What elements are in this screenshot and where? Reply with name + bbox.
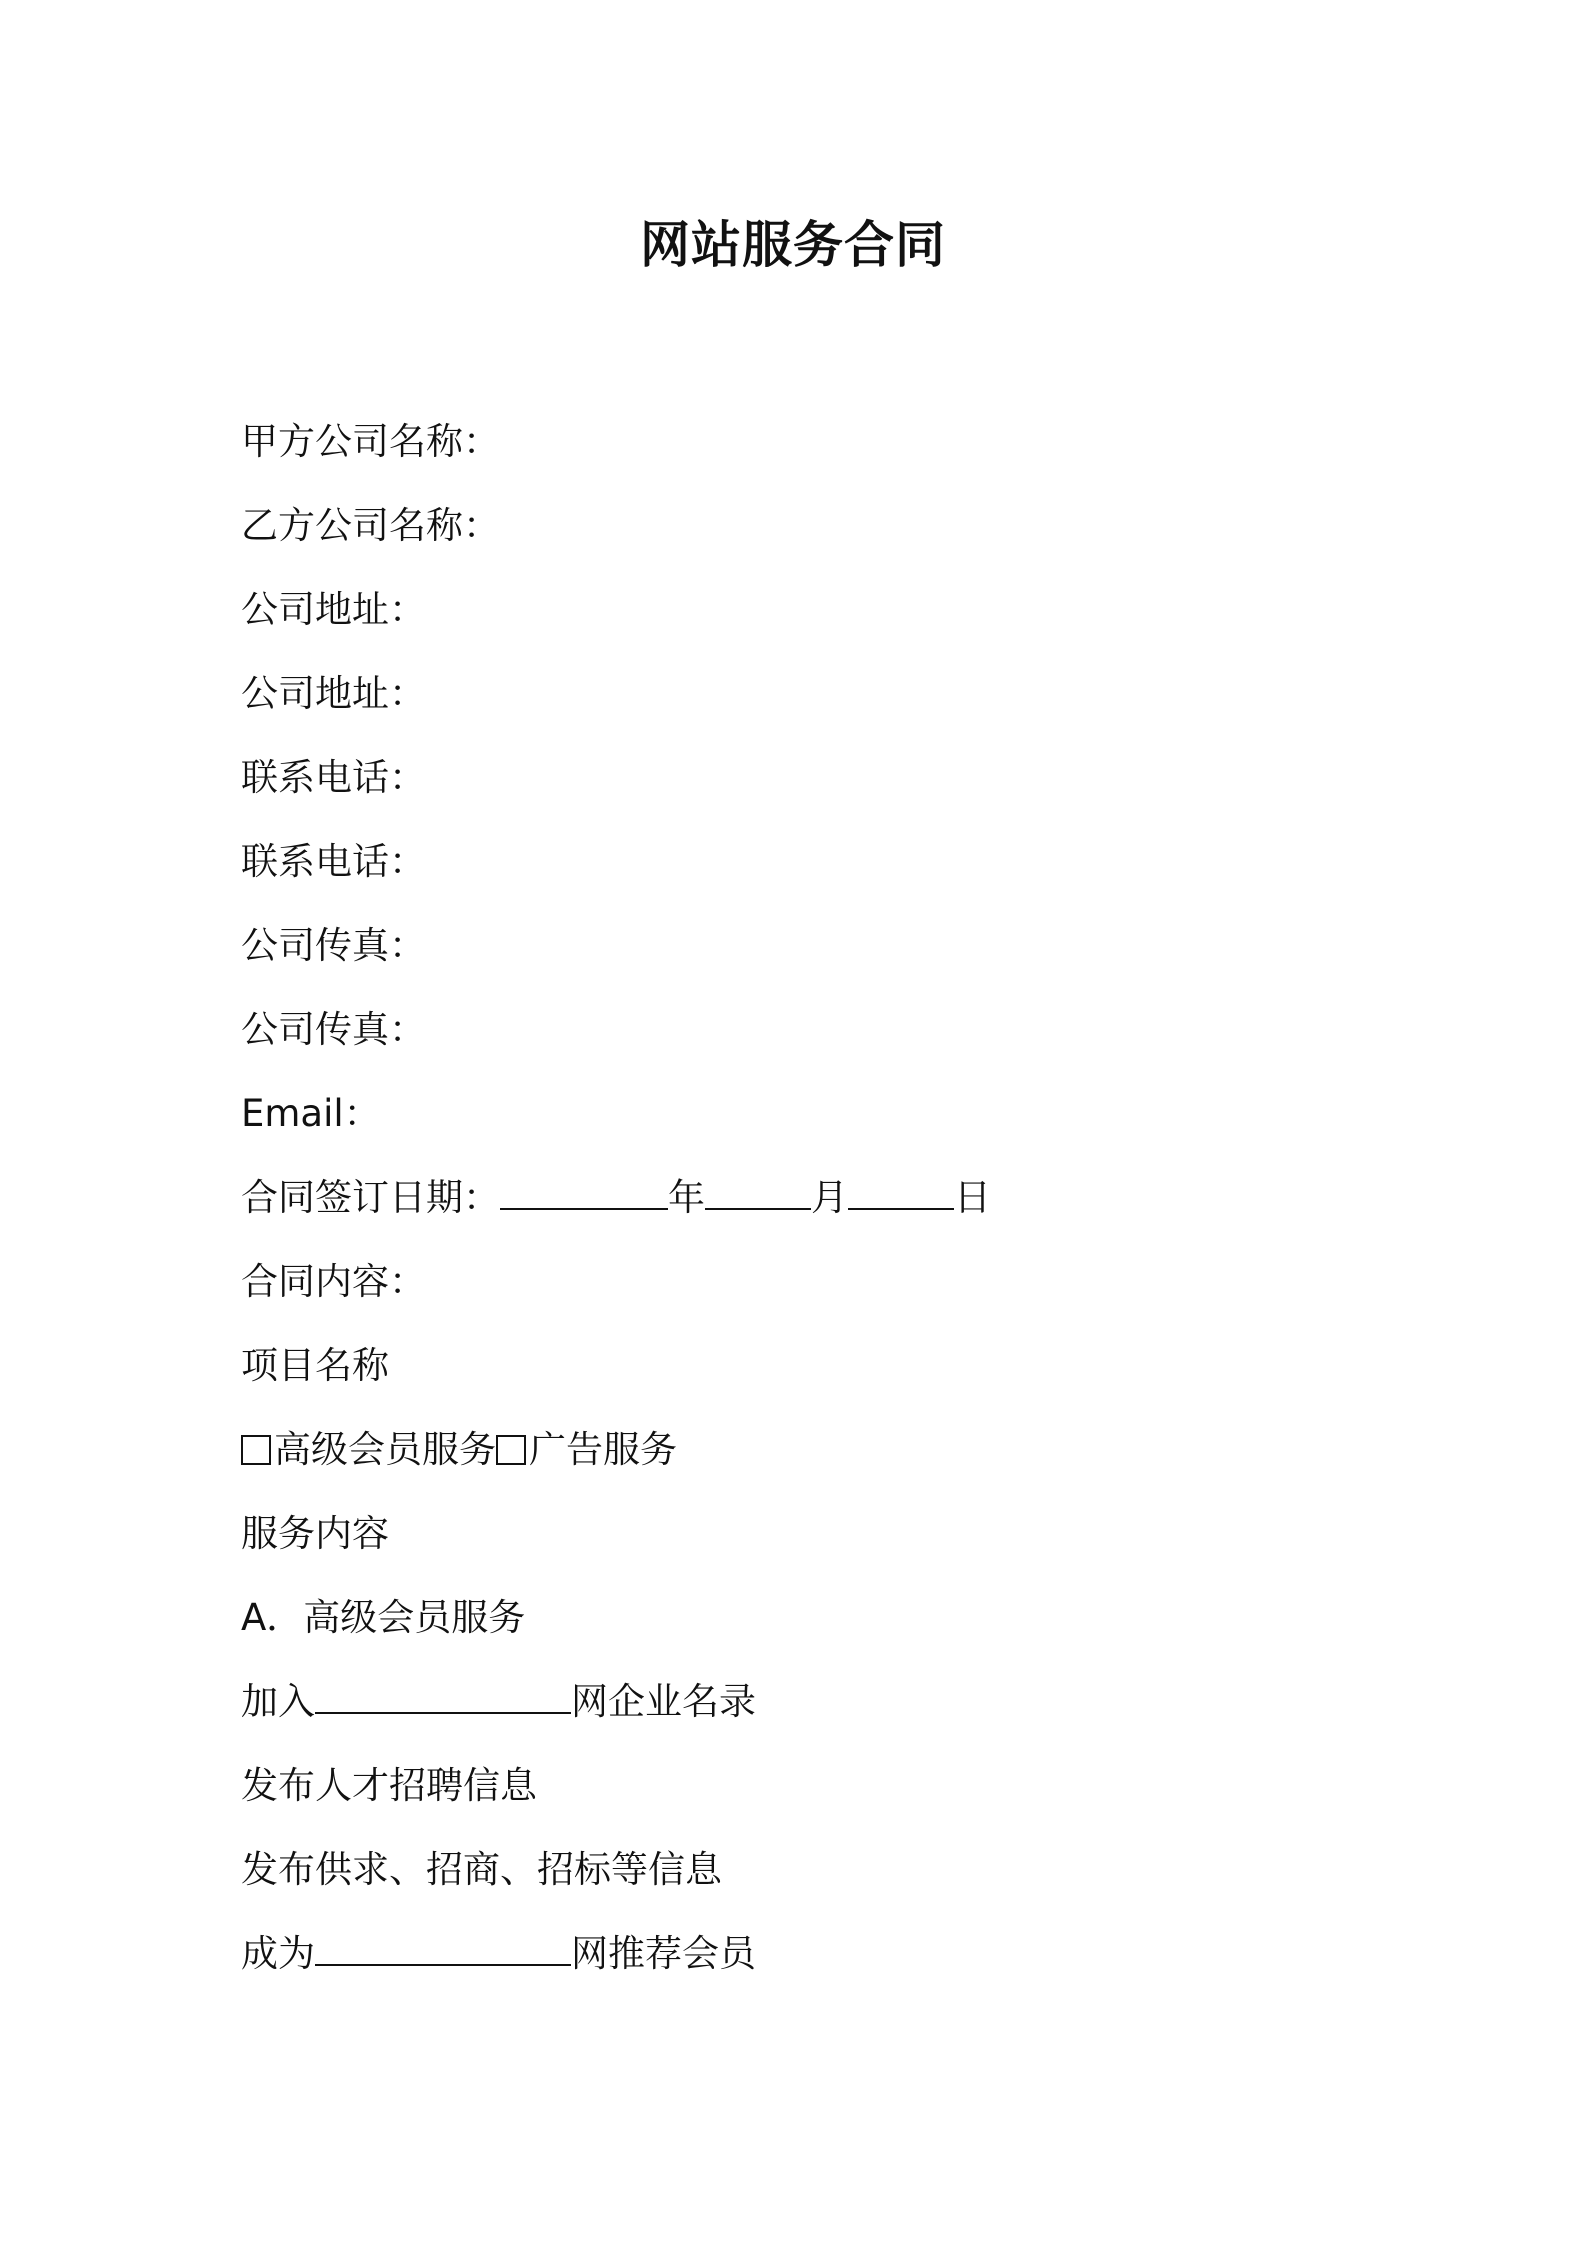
become-prefix: 成为	[241, 1932, 315, 1975]
party-a-name-line	[241, 400, 1391, 484]
service-content-label: 服务内容	[241, 1512, 389, 1555]
fax-b-label: 公司传真：	[241, 1008, 426, 1051]
premium-member-checkbox	[241, 1435, 271, 1465]
email-line	[241, 1072, 1391, 1156]
signing-date-label: 合同签订日期：	[241, 1176, 500, 1219]
become-suffix: 网推荐会员	[571, 1932, 756, 1975]
post-supply-text: 发布供求、招商、招标等信息	[241, 1848, 722, 1891]
contract-body	[241, 400, 1391, 1996]
party-b-name-line	[241, 484, 1391, 568]
project-name-line	[241, 1324, 1391, 1408]
fax-b-line	[241, 988, 1391, 1072]
post-jobs-text: 发布人才招聘信息	[241, 1764, 537, 1807]
month-label: 月	[811, 1176, 848, 1219]
month-blank	[705, 1162, 811, 1210]
contract-content-line	[241, 1240, 1391, 1324]
join-prefix: 加入	[241, 1680, 315, 1723]
year-label: 年	[668, 1176, 705, 1219]
address-b-line	[241, 652, 1391, 736]
signing-date-line	[241, 1156, 1391, 1240]
recommended-member-line	[241, 1912, 1391, 1996]
phone-b-line	[241, 820, 1391, 904]
phone-a-line	[241, 736, 1391, 820]
party-a-name-label: 甲方公司名称：	[241, 420, 500, 463]
service-content-line	[241, 1492, 1391, 1576]
join-suffix: 网企业名录	[571, 1680, 756, 1723]
become-site-blank	[315, 1918, 571, 1966]
phone-a-label: 联系电话：	[241, 756, 426, 799]
join-site-blank	[315, 1666, 571, 1714]
address-b-label: 公司地址：	[241, 672, 426, 715]
section-a-line	[241, 1576, 1391, 1660]
day-label: 日	[954, 1176, 991, 1219]
premium-member-option: 高级会员服务	[274, 1428, 496, 1471]
year-blank	[500, 1162, 668, 1210]
phone-b-label: 联系电话：	[241, 840, 426, 883]
address-a-label: 公司地址：	[241, 588, 426, 631]
advertising-checkbox	[496, 1435, 526, 1465]
post-jobs-line	[241, 1744, 1391, 1828]
fax-a-label: 公司传真：	[241, 924, 426, 967]
email-label: Email：	[241, 1092, 381, 1135]
join-directory-line	[241, 1660, 1391, 1744]
service-options-line	[241, 1408, 1391, 1492]
party-b-name-label: 乙方公司名称：	[241, 504, 500, 547]
section-a-heading: A．高级会员服务	[241, 1596, 526, 1639]
post-supply-line	[241, 1828, 1391, 1912]
project-name-label: 项目名称	[241, 1344, 389, 1387]
address-a-line	[241, 568, 1391, 652]
advertising-option: 广告服务	[529, 1428, 677, 1471]
contract-content-label: 合同内容：	[241, 1260, 426, 1303]
fax-a-line	[241, 904, 1391, 988]
day-blank	[848, 1162, 954, 1210]
document-title: 网站服务合同	[640, 216, 946, 274]
